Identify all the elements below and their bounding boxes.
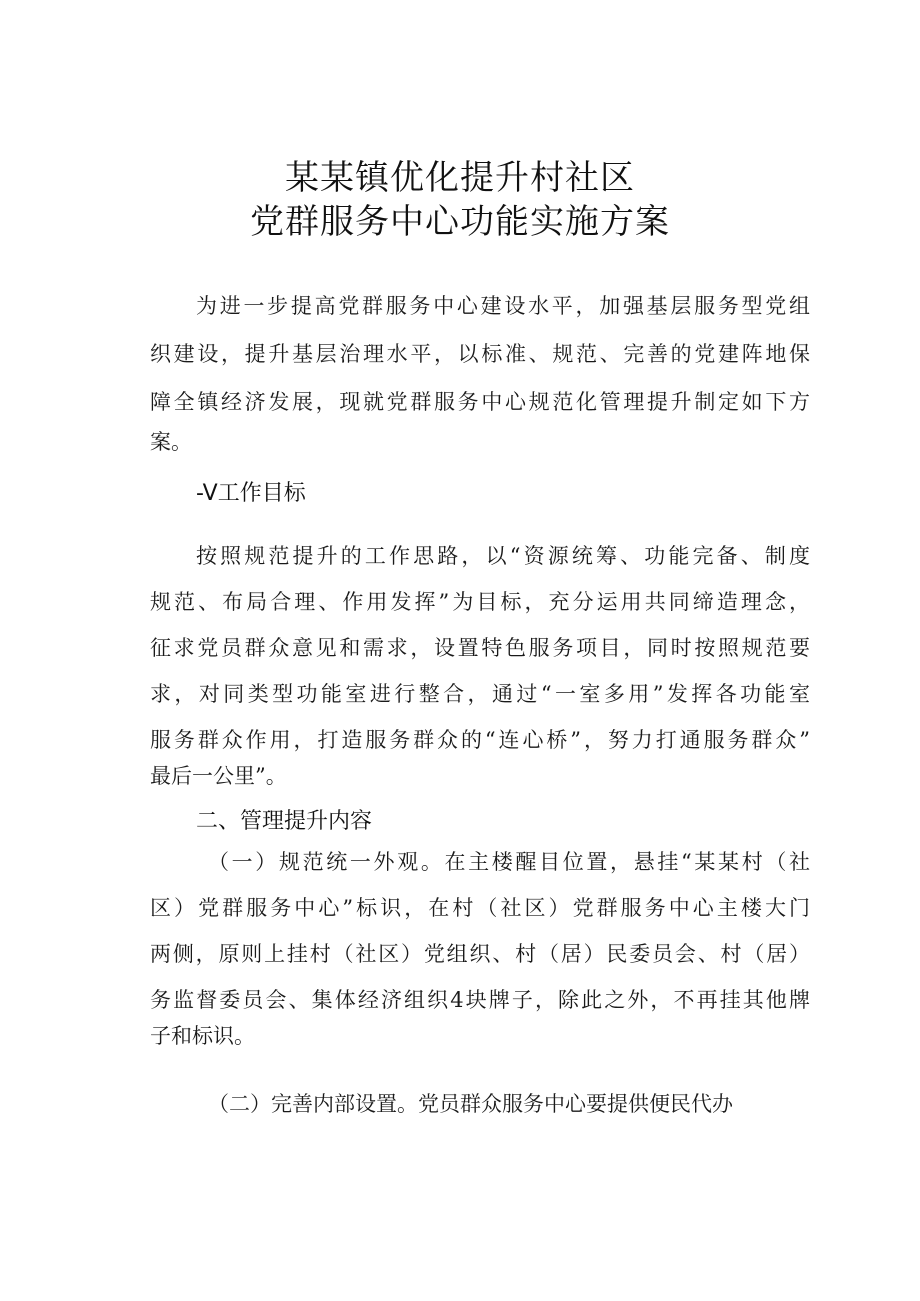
- section-1-line-2: 规范、布局合理、作用发挥”为目标，充分运用共同缔造理念，: [150, 590, 810, 614]
- section-1-line-1: 按照规范提升的工作思路，以“资源统筹、功能完备、制度: [196, 544, 810, 568]
- section-2-item-1-line-4: 务监督委员会、集体经济组织4块牌子，除此之外，不再挂其他牌: [150, 988, 810, 1012]
- intro-line-2: 织建设，提升基层治理水平，以标准、规范、完善的党建阵地保: [150, 342, 810, 366]
- section-1-line-6: 最后一公里”。: [150, 764, 287, 788]
- section-1-heading: -V工作目标: [196, 481, 306, 506]
- section-2-item-1-line-5: 子和标识。: [150, 1024, 255, 1048]
- section-2-item-1-line-2: 区）党群服务中心”标识，在村（社区）党群服务中心主楼大门: [150, 896, 810, 920]
- section-2-item-1-line-1: （一）规范统一外观。在主楼醒目位置，悬挂“某某村（社: [208, 850, 810, 874]
- section-2-item-1-line-3: 两侧，原则上挂村（社区）党组织、村（居）民委员会、村（居）: [150, 942, 810, 966]
- document-title-line-2: 党群服务中心功能实施方案: [250, 202, 670, 242]
- section-2-item-2-line-1: （二）完善内部设置。党员群众服务中心要提供便民代办: [208, 1092, 733, 1116]
- section-1-line-3: 征求党员群众意见和需求，设置特色服务项目，同时按照规范要: [150, 636, 810, 660]
- intro-line-1: 为进一步提高党群服务中心建设水平，加强基层服务型党组: [196, 294, 810, 318]
- intro-line-3: 障全镇经济发展，现就党群服务中心规范化管理提升制定如下方: [150, 390, 810, 414]
- section-1-line-4: 求，对同类型功能室进行整合，通过“一室多用”发挥各功能室: [150, 682, 810, 706]
- intro-line-4: 案。: [150, 430, 192, 454]
- section-2-heading: 二、管理提升内容: [196, 809, 373, 834]
- document-title-line-1: 某某镇优化提升村社区: [285, 158, 635, 198]
- section-1-line-5: 服务群众作用，打造服务群众的“连心桥”，努力打通服务群众”: [150, 728, 810, 752]
